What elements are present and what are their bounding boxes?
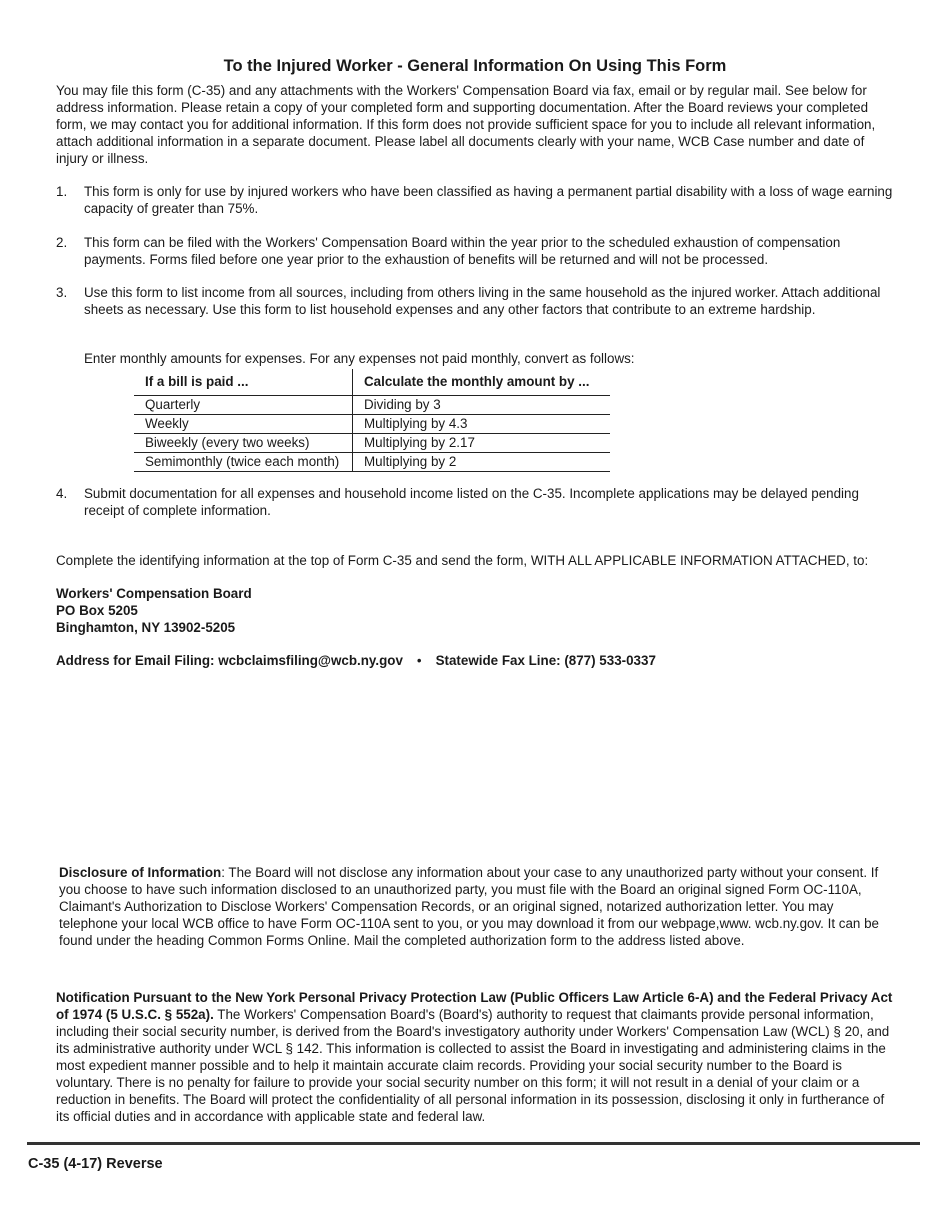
item-number: 2. xyxy=(56,235,68,250)
table-cell: Multiplying by 4.3 xyxy=(353,415,611,434)
conversion-table xyxy=(134,369,610,472)
intro-paragraph: You may file this form (C-35) and any attachments with the Workers' Compensation Board via fax, email or by regular mail. See below for address information. Please retain a copy of your completed form and supporting documentation. After the Board reviews your completed form, we may contact you for additional information. If this form does not provide sufficient space for you to include all relevant information, attach additional information in a separate document. Please label all documents clearly with your name, WCB Case number and date of injury or illness. xyxy=(56,83,876,166)
form-code: C-35 (4-17) Reverse xyxy=(28,1156,163,1172)
item-text: This form is only for use by injured workers who have been classified as having a permanent partial disability with a loss of wage earning capacity of greater than 75%. xyxy=(84,184,893,216)
table-cell: Multiplying by 2 xyxy=(353,453,611,472)
table-cell: Weekly xyxy=(134,415,353,434)
list-item xyxy=(56,183,896,217)
footer-divider xyxy=(27,1142,920,1145)
fax-line: Statewide Fax Line: (877) 533-0337 xyxy=(435,653,656,668)
disclosure-heading: Disclosure of Information xyxy=(59,865,222,880)
item-text: This form can be filed with the Workers' Compensation Board within the year prior to the scheduled exhaustion of compensation payments. Forms filed before one year prior to the exhaustion of benefits will be returned and will not be processed. xyxy=(84,235,841,267)
expense-conversion-intro: Enter monthly amounts for expenses. For any expenses not paid monthly, convert as follows: xyxy=(84,351,635,366)
privacy-notice xyxy=(56,989,894,1125)
item-number: 4. xyxy=(56,486,68,501)
list-item xyxy=(56,485,896,519)
disclosure-section xyxy=(59,864,889,949)
privacy-heading: Notification Pursuant to the New York Personal Privacy Protection Law (Public Officers Law Article 6-A) and the Federal Privacy Act of 1974 (5 U.S.C. § 552a). xyxy=(56,990,893,1022)
privacy-body: The Workers' Compensation Board's (Board's) authority to request that claimants provide personal information, including their social security number, is derived from the Board's investigatory authority under Workers' Compensation Law (WCL) § 20, and its administrative authority under WCL § 142. This information is collected to assist the Board in investigating and administering claims in the most expedient manner possible and to help it maintain accurate claim records. Providing your social security number to the Board is voluntary. There is no penalty for failure to provide your social security number on this form; it will not result in a denial of your claim or a reduction in benefits. The Board will protect the confidentiality of all personal information in its possession, disclosing it only in furtherance of its official duties and in accordance with applicable state and federal law. xyxy=(56,1007,890,1124)
table-cell: Quarterly xyxy=(134,396,353,415)
mailing-address xyxy=(56,585,252,636)
send-instructions: Complete the identifying information at the top of Form C-35 and send the form, WITH ALL APPLICABLE INFORMATION ATTACHED, to: xyxy=(56,553,869,568)
item-text: Submit documentation for all expenses and household income listed on the C-35. Incomplete applications may be delayed pending receipt of complete information. xyxy=(84,486,859,518)
email-filing: Address for Email Filing: wcbclaimsfiling@wcb.ny.gov xyxy=(56,653,403,668)
column-header: Calculate the monthly amount by ... xyxy=(353,369,611,396)
table-cell: Dividing by 3 xyxy=(353,396,611,415)
table-row xyxy=(134,453,610,472)
table-row xyxy=(134,396,610,415)
contact-line xyxy=(56,652,656,669)
column-header: If a bill is paid ... xyxy=(134,369,353,396)
table-row xyxy=(134,415,610,434)
bullet-separator: • xyxy=(416,653,422,668)
item-number: 3. xyxy=(56,285,68,300)
item-text: Use this form to list income from all sources, including from others living in the same household as the injured worker. Attach additional sheets as necessary. Use this form to list household expenses and any other factors that contribute to an extreme hardship. xyxy=(84,285,881,317)
disclosure-body: : The Board will not disclose any information about your case to any unauthorized party without your consent. If you choose to have such information disclosed to an unauthorized party, you must file with the Board an original signed Form OC-110A, Claimant's Authorization to Disclose Workers' Compensation Records, or an original signed, notarized authorization letter. You may telephone your local WCB office to have Form OC-110A sent to you, or you may download it from our webpage,www. wcb.ny.gov. It can be found under the heading Common Forms Online. Mail the completed authorization form to the address listed above. xyxy=(59,865,879,948)
table-cell: Semimonthly (twice each month) xyxy=(134,453,353,472)
item-number: 1. xyxy=(56,184,68,199)
address-line: PO Box 5205 xyxy=(56,603,138,618)
list-item xyxy=(56,284,896,318)
page-title: To the Injured Worker - General Information On Using This Form xyxy=(223,57,727,75)
table-row xyxy=(134,434,610,453)
list-item xyxy=(56,234,896,268)
table-header-row xyxy=(134,369,610,396)
address-line: Workers' Compensation Board xyxy=(56,586,252,601)
table-cell: Biweekly (every two weeks) xyxy=(134,434,353,453)
address-line: Binghamton, NY 13902-5205 xyxy=(56,620,236,635)
table-cell: Multiplying by 2.17 xyxy=(353,434,611,453)
